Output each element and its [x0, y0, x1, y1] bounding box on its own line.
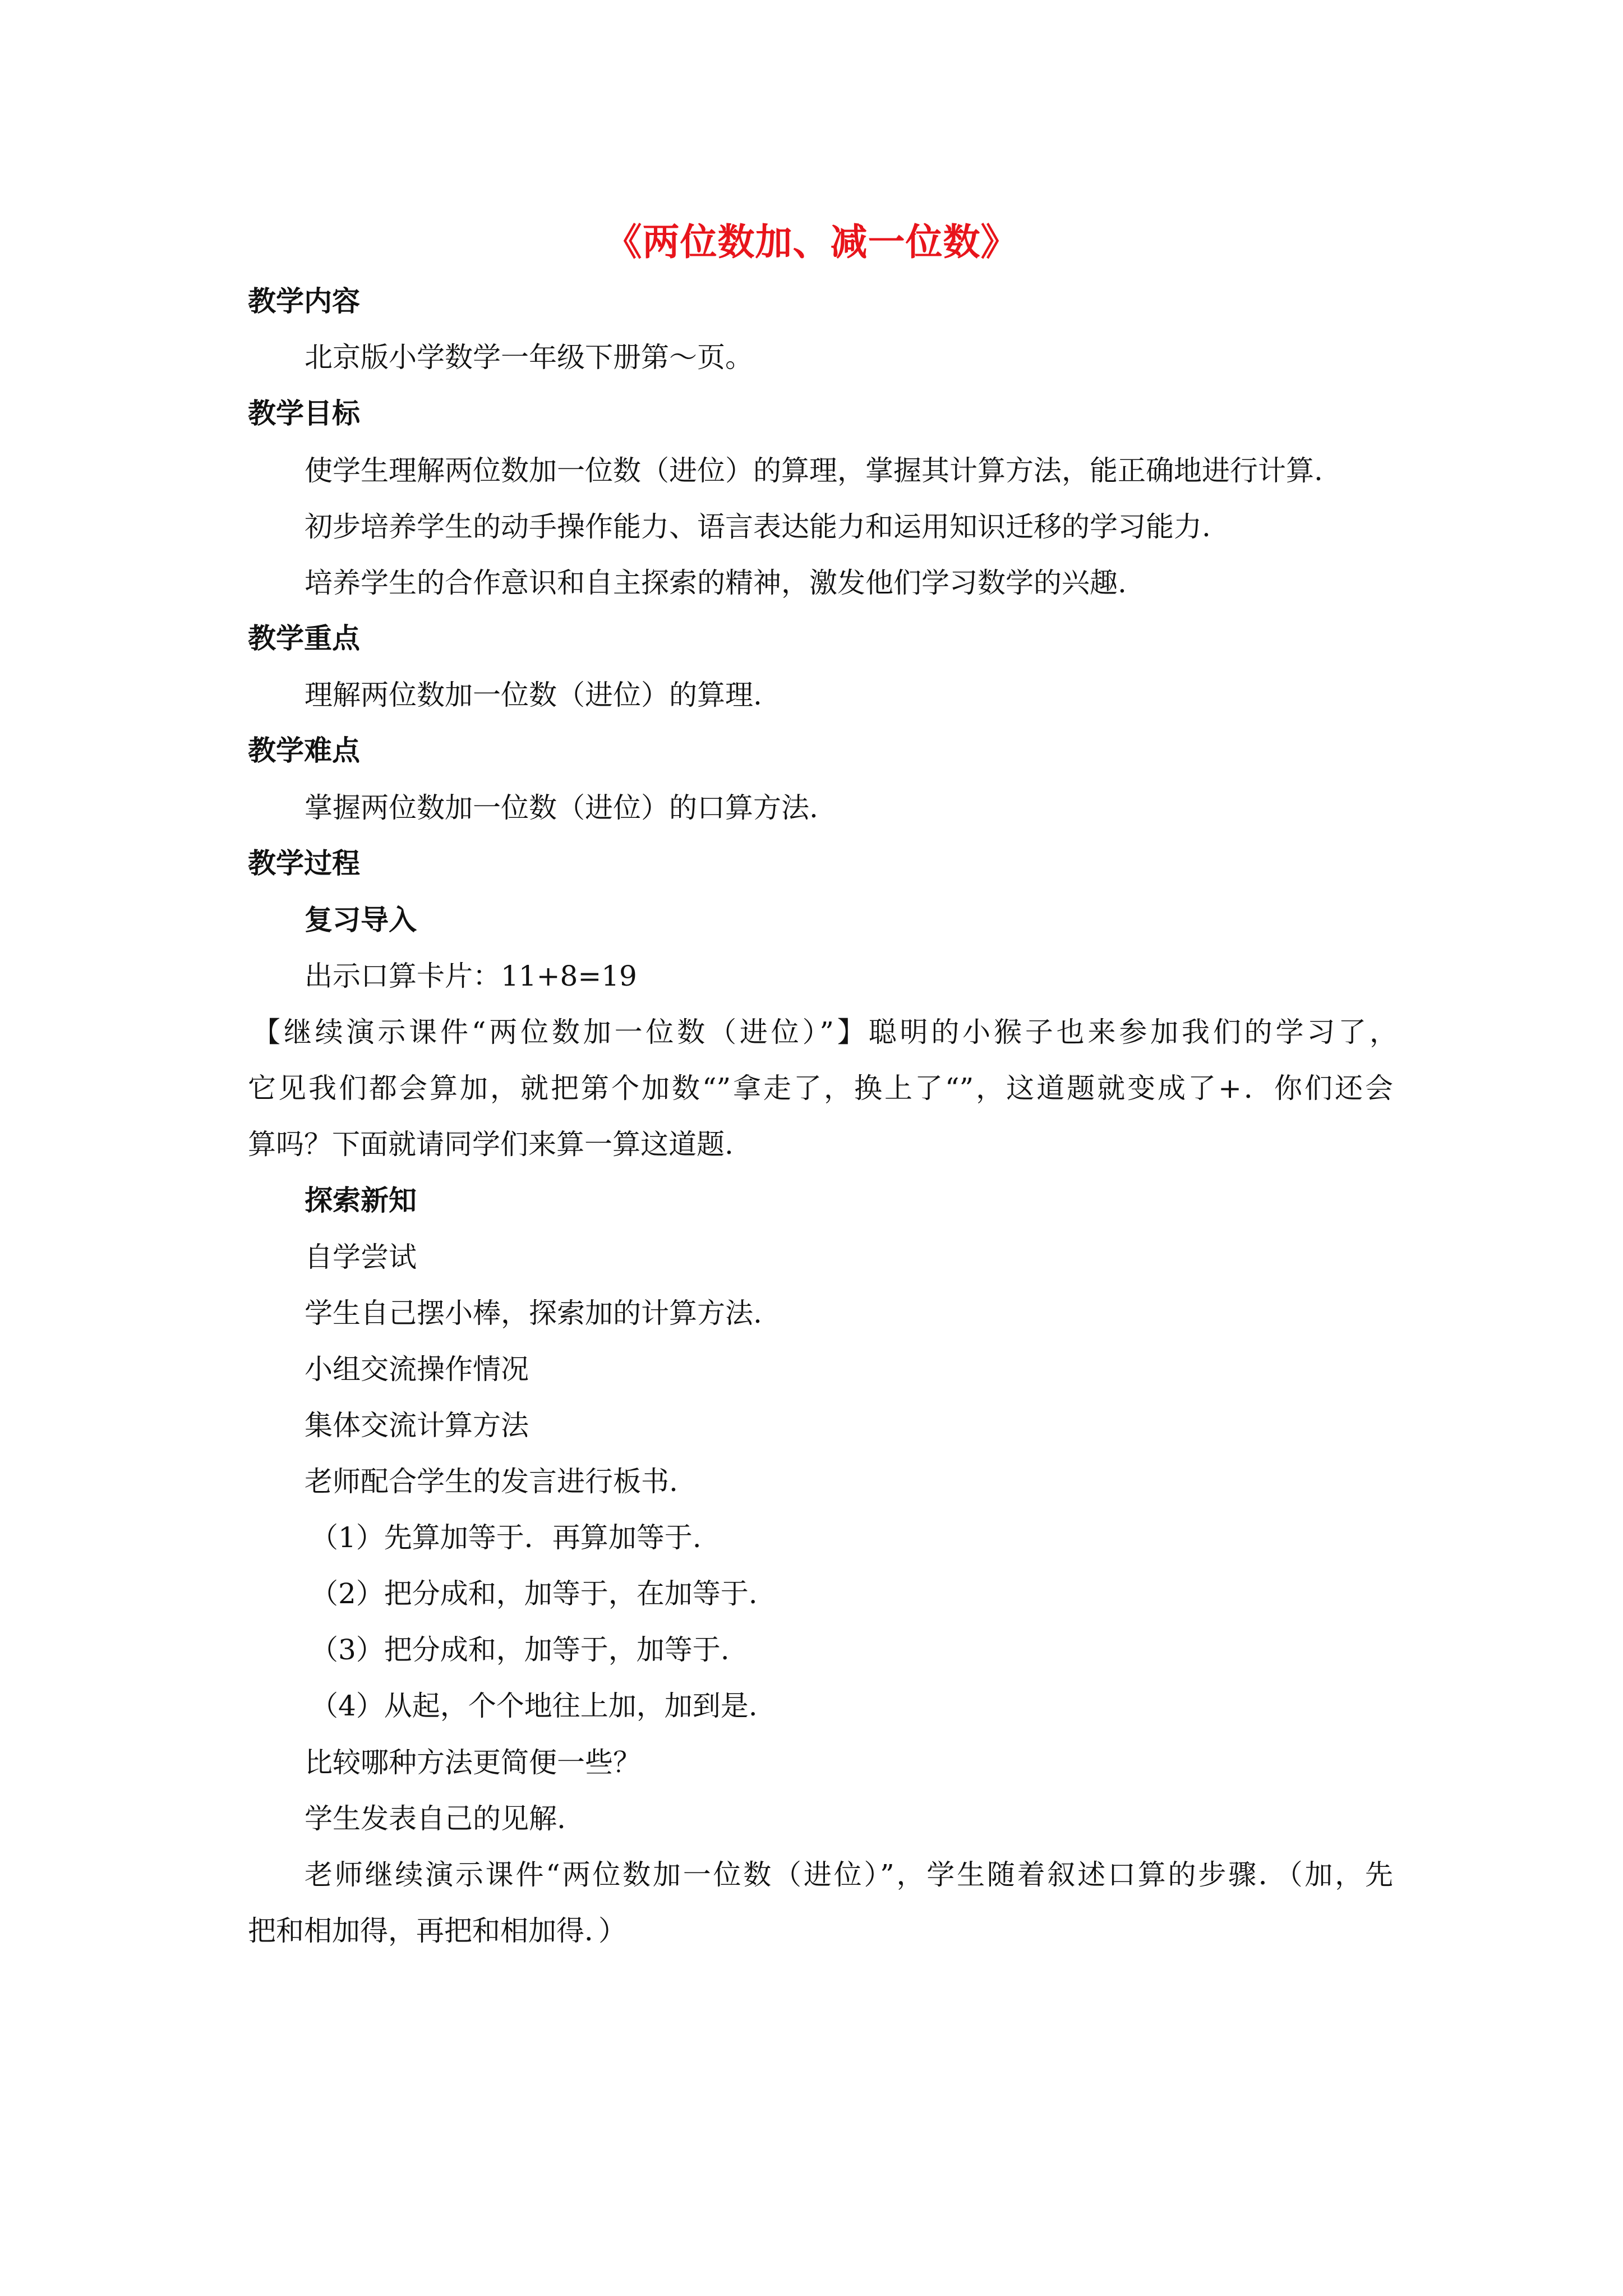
- key-point-text: 理解两位数加一位数（进位）的算理.: [305, 679, 762, 711]
- heading-difficulty: 教学难点: [248, 734, 360, 767]
- review-paragraph-line-2: 它见我们都会算加，就把第个加数“”拿走了，换上了“”，这道题就变成了+．你们还会: [248, 1072, 1393, 1105]
- demo-paragraph-line-1: 老师继续演示课件“两位数加一位数（进位）”，学生随着叙述口算的步骤．（加，先: [305, 1858, 1393, 1891]
- review-paragraph-line-3: 算吗？下面就请同学们来算一算这道题.: [248, 1128, 734, 1161]
- heading-teaching-process: 教学过程: [248, 846, 360, 880]
- class-exchange-text: 集体交流计算方法: [305, 1409, 529, 1442]
- demo-paragraph-line-2: 把和相加得，再把和相加得．）: [248, 1915, 626, 1947]
- goal-item-1: 使学生理解两位数加一位数（进位）的算理，掌握其计算方法，能正确地进行计算.: [305, 454, 1323, 487]
- compare-text: 比较哪种方法更简便一些？: [305, 1746, 641, 1779]
- method-item-2: （2）把分成和，加等于，在加等于.: [310, 1577, 758, 1610]
- difficulty-text: 掌握两位数加一位数（进位）的口算方法.: [305, 792, 818, 824]
- method-item-3: （3）把分成和，加等于，加等于.: [310, 1634, 730, 1666]
- review-card-text: 出示口算卡片：11+8=19: [305, 960, 637, 992]
- method-item-1: （1）先算加等于．再算加等于.: [310, 1521, 702, 1554]
- review-paragraph-line-1: 【继续演示课件“两位数加一位数（进位）”】聪明的小猴子也来参加我们的学习了，: [252, 1016, 1398, 1048]
- document-title: 《两位数加、减一位数》: [605, 220, 1018, 264]
- goal-item-2: 初步培养学生的动手操作能力、语言表达能力和运用知识迁移的学习能力.: [305, 510, 1211, 543]
- method-item-4: （4）从起，个个地往上加，加到是.: [310, 1690, 758, 1722]
- sticks-text: 学生自己摆小棒，探索加的计算方法.: [305, 1297, 762, 1329]
- group-exchange-text: 小组交流操作情况: [305, 1353, 529, 1386]
- heading-teaching-goals: 教学目标: [248, 397, 360, 430]
- teaching-content-text: 北京版小学数学一年级下册第～页。: [305, 341, 753, 374]
- opinion-text: 学生发表自己的见解.: [305, 1802, 566, 1835]
- board-writing-text: 老师配合学生的发言进行板书.: [305, 1465, 678, 1498]
- heading-teaching-content: 教学内容: [248, 284, 360, 318]
- goal-item-3: 培养学生的合作意识和自主探索的精神，激发他们学习数学的兴趣.: [305, 567, 1127, 599]
- heading-key-point: 教学重点: [248, 622, 360, 655]
- subheading-review: 复习导入: [305, 903, 417, 936]
- subheading-explore: 探索新知: [305, 1184, 417, 1217]
- self-study-text: 自学尝试: [305, 1241, 417, 1273]
